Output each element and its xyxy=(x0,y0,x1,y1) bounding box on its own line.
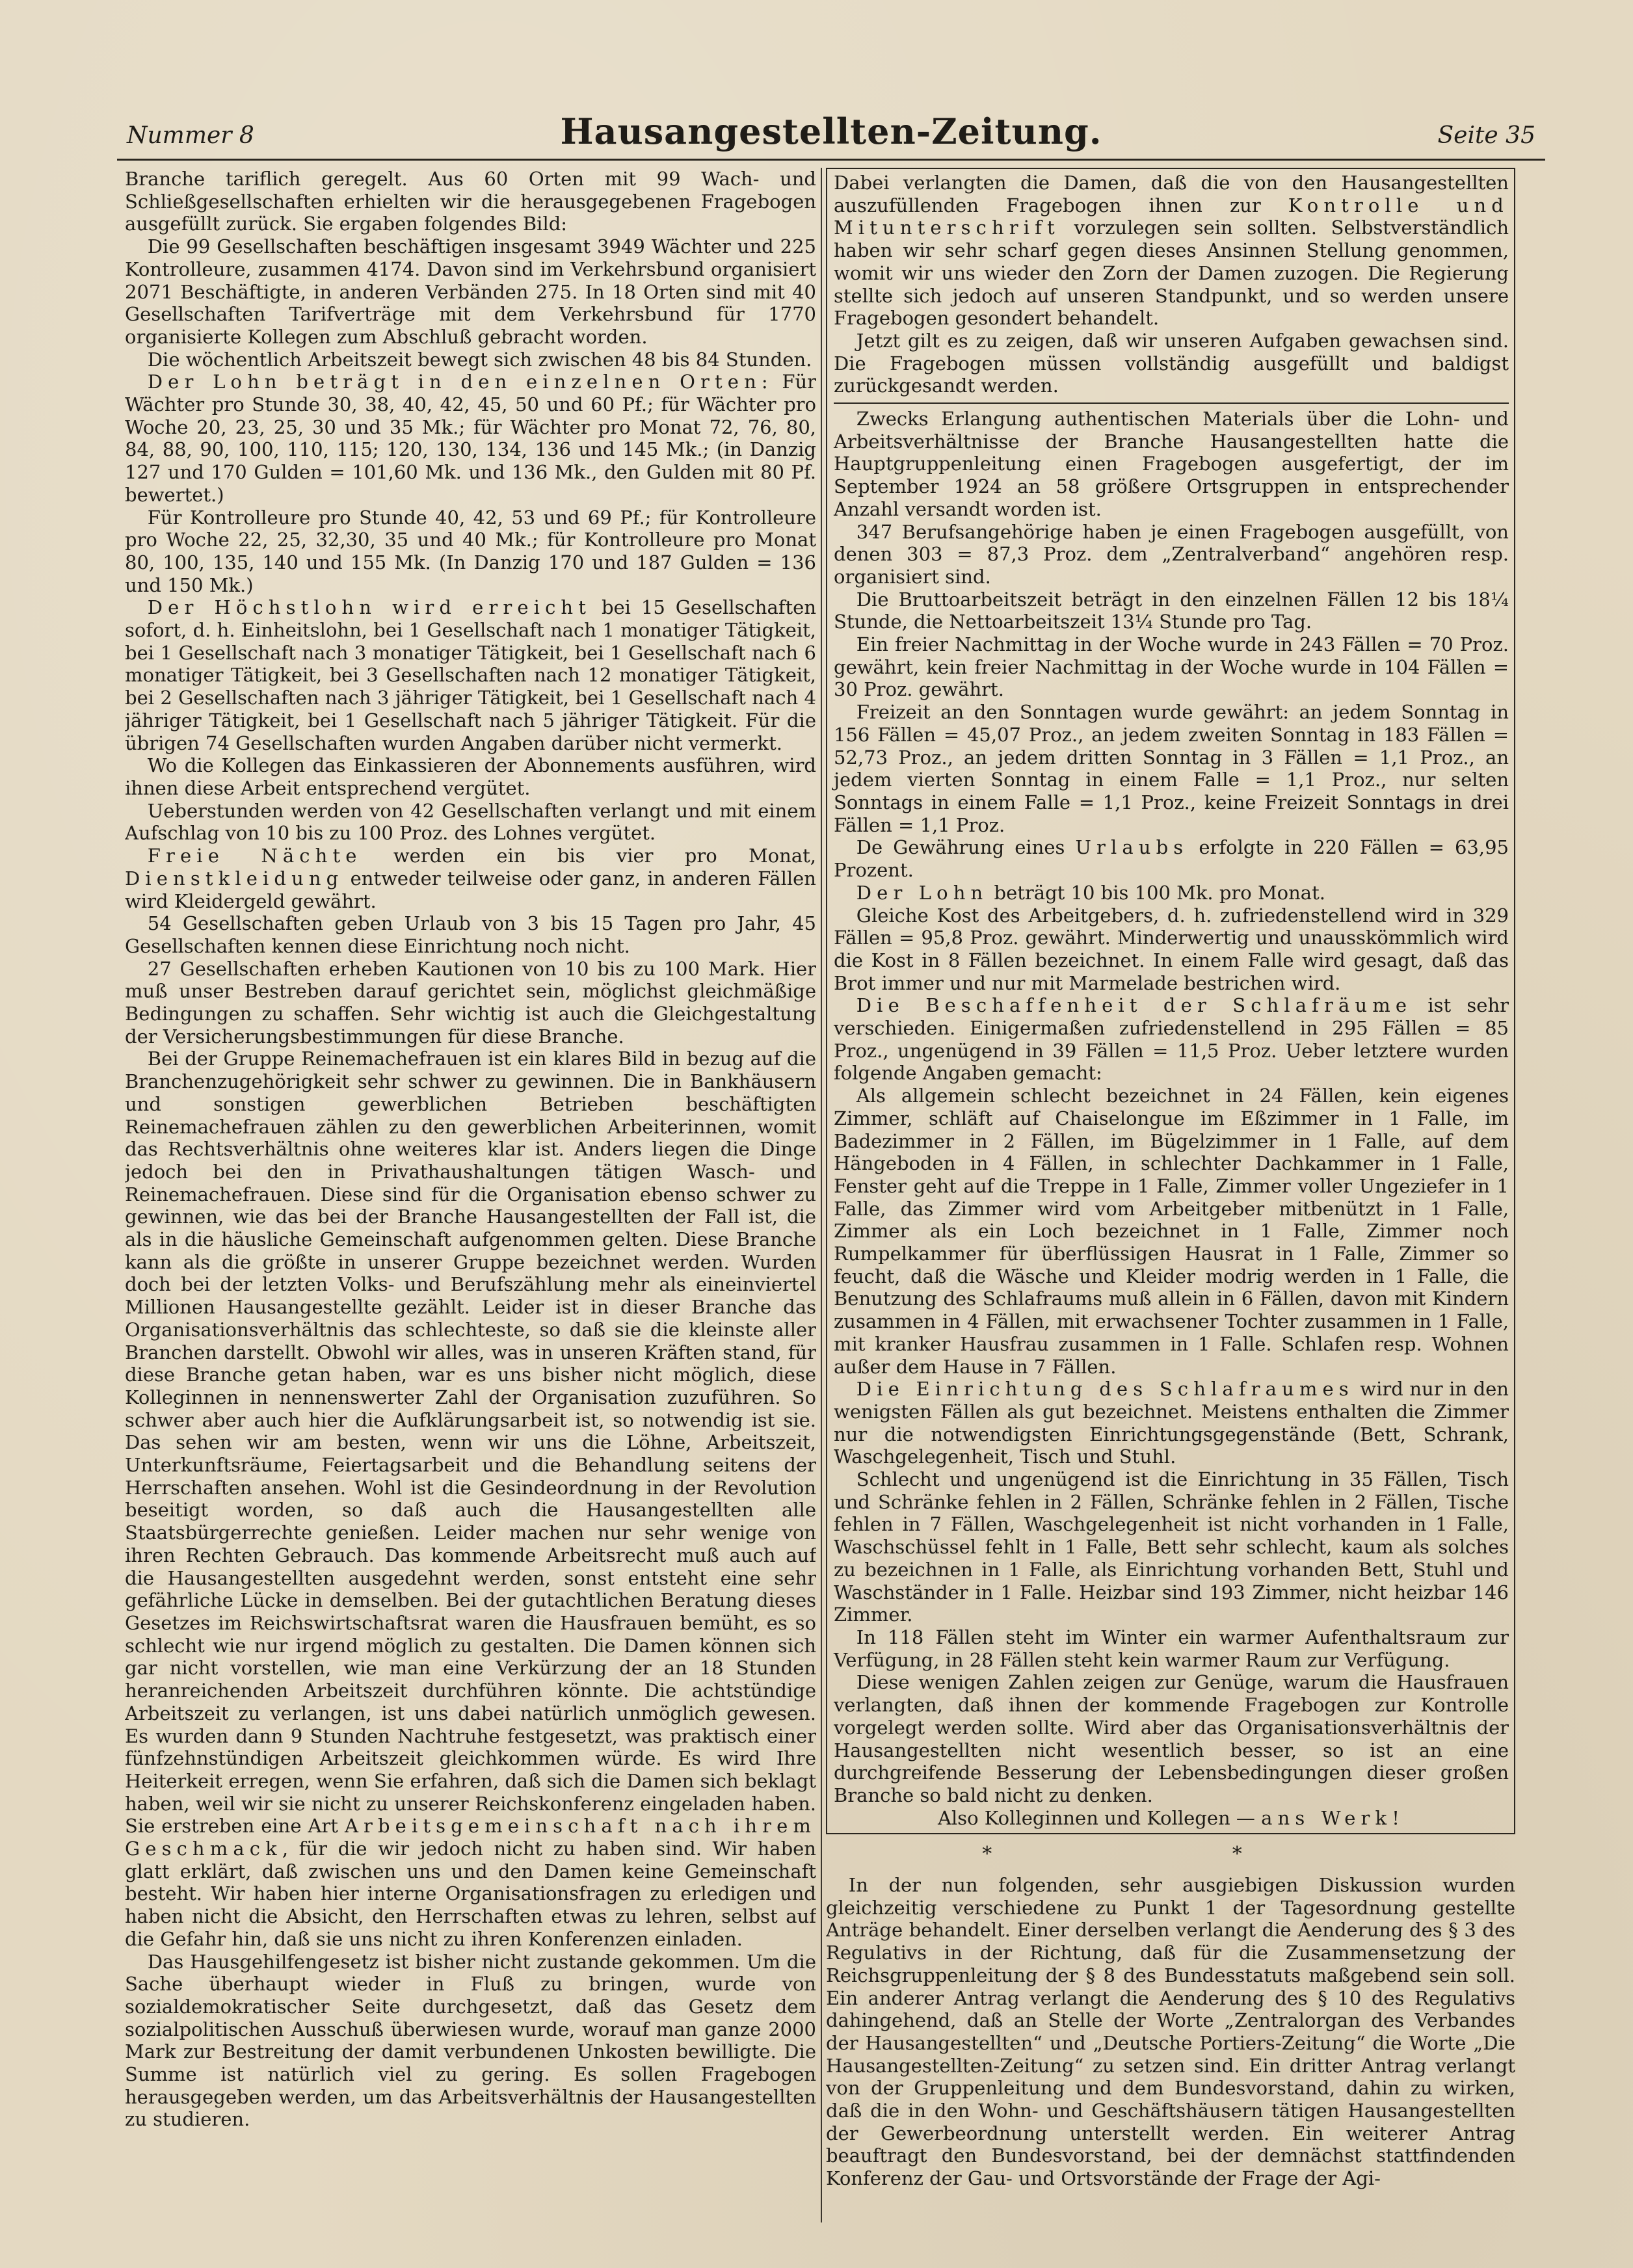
paragraph: 347 Berufsangehörige haben je einen Fragebogen ausgefüllt, von denen 303 = 87,3 Proz. dem „Zentralverband“ angehören resp. organisiert sind. xyxy=(834,520,1509,588)
inner-rule xyxy=(834,402,1509,404)
boxed-report xyxy=(826,168,1515,1834)
paragraph: Für Kontrolleure pro Stunde 40, 42, 53 und 69 Pf.; für Kontrolleure pro Woche 22, 25, 32,30, 35 und 40 Mk.; für Kontrolleure pro Monat 80, 100, 135, 140 und 155 Mk. (In Danzig 170 und 187 Gulden = 136 und 150 Mk.) xyxy=(125,506,816,596)
paragraph: Freizeit an den Sonntagen wurde gewährt: an jedem Sonntag in 156 Fällen = 45,07 Proz., an jedem zweiten Sonntag in 183 Fällen = 52,73 Proz., an jedem dritten Sonntag in 3 Fällen = 1,1 Proz., an jedem vierten Sonntag in einem Falle = 1,1 Proz., nur selten Sonntags in einem Falle = 1,1 Proz., keine Freizeit Sonntags in drei Fällen = 1,1 Proz. xyxy=(834,701,1509,836)
paragraph: Der Lohn beträgt in den einzelnen Orten: Für Wächter pro Stunde 30, 38, 40, 42, 45, 50 und 60 Pf.; für Wächter pro Woche 20, 23, 25, 30 und 35 Mk.; für Wächter pro Monat 72, 76, 80, 84, 88, 90, 100, 110, 115; 120, 130, 134, 136 und 145 Mk.; (in Danzig 127 und 170 Gulden = 101,60 Mk. und 136 Mk., den Gulden mit 80 Pf. bewertet.) xyxy=(125,371,816,506)
paragraph: De Gewährung eines Urlaubs erfolgte in 220 Fällen = 63,95 Prozent. xyxy=(834,836,1509,882)
paragraph: Diese wenigen Zahlen zeigen zur Genüge, warum die Hausfrauen verlangten, daß ihnen der kommende Fragebogen zur Kontrolle vorgelegt werden sollte. Wird aber das Organisationsverhältnis der Hausangestellten nicht wesentlich besser, so ist an eine durchgreifende Besserung der Lebensbedingungen dieser großen Branche so bald nicht zu denken. xyxy=(834,1671,1509,1806)
paragraph: Wo die Kollegen das Einkassieren der Abonnements ausführen, wird ihnen diese Arbeit entsprechend vergütet. xyxy=(125,754,816,799)
newspaper-title: Hausangestellten-Zeitung. xyxy=(560,111,1102,152)
paragraph: Der Höchstlohn wird erreicht bei 15 Gesellschaften sofort, d. h. Einheitslohn, bei 1 Gesellschaft nach 1 monatiger Tätigkeit, bei 1 Gesellschaft nach 3 monatiger Tätigkeit, bei 1 Gesellschaft nach 6 monatiger Tätigkeit, bei 3 Gesellschaften nach 12 monatiger Tätigkeit, bei 2 Gesellschaften nach 3 jähriger Tätigkeit, bei 1 Gesellschaft nach 4 jähriger Tätigkeit, bei 1 Gesellschaft nach 5 jähriger Tätigkeit. Für die übrigen 74 Gesellschaften wurden Angaben darüber nicht vermerkt. xyxy=(125,596,816,754)
paragraph: Die Bruttoarbeitszeit beträgt in den einzelnen Fällen 12 bis 18¼ Stunde, die Nettoarbeitszeit 13¼ Stunde pro Tag. xyxy=(834,588,1509,633)
paragraph: Das Hausgehilfengesetz ist bisher nicht zustande gekommen. Um die Sache überhaupt wieder in Fluß zu bringen, wurde von sozialdemokratischer Seite durchgesetzt, daß das Gesetz dem sozialpolitischen Ausschuß überwiesen wurde, worauf man ganze 2000 Mark zur Bestreitung der damit verbundenen Unkosten bewilligte. Die Summe ist natürlich viel zu gering. Es sollen Fragebogen herausgegeben werden, um das Arbeitsverhältnis der Hausangestellten zu studieren. xyxy=(125,1950,816,2131)
paragraph: Bei der Gruppe Reinemachefrauen ist ein klares Bild in bezug auf die Branchenzugehörigkeit sehr schwer zu gewinnen. Die in Bankhäusern und sonstigen gewerblichen Betrieben beschäftigten Reinemachefrauen zählen zu den gewerblichen Arbeiterinnen, womit das Rechtsverhältnis ohne weiteres klar ist. Anders liegen die Dinge jedoch bei den in Privathaushaltungen tätigen Wasch- und Reinemachefrauen. Diese sind für die Organisation ebenso schwer zu gewinnen, wie das bei der Branche Hausangestellten der Fall ist, die als in die häusliche Gemeinschaft aufgenommen gelten. Diese Branche kann als die größte in unserer Gruppe bezeichnet werden. Wurden doch bei der letzten Volks- und Berufszählung mehr als eineinviertel Millionen Hausangestellte gezählt. Leider ist in dieser Branche das Organisationsverhältnis das schlechteste, so daß sie die kleinste aller Branchen darstellt. Obwohl wir alles, was in unseren Kräften stand, für diese Branche getan haben, war es uns bisher nicht möglich, diese Kolleginnen in nennenswerter Zahl der Organisation zuzuführen. So schwer aber auch hier die Aufklärungsarbeit ist, so notwendig ist sie. Das sehen wir am besten, wenn wir uns die Löhne, Arbeitszeit, Unterkunftsräume, Feiertagsarbeit und die Behandlung seitens der Herrschaften ansehen. Wohl ist die Gesindeordnung in der Revolution beseitigt worden, so daß auch die Hausangestellten alle Staatsbürgerrechte genießen. Leider machen nur sehr wenige von ihren Rechten Gebrauch. Das kommende Arbeitsrecht muß auch auf die Hausangestellten ausgedehnt werden, sonst entsteht eine sehr gefährliche Lücke in demselben. Bei der gutachtlichen Beratung dieses Gesetzes im Reichswirtschaftsrat waren die Hausfrauen bemüht, es so schlecht wie nur irgend möglich zu gestalten. Die Damen können sich gar nicht vorstellen, wie man eine Verkürzung der an 18 Stunden heranreichenden Arbeitszeit durchführen könnte. Die achtstündige Arbeitszeit zu verlangen, ist uns dabei natürlich unmöglich gewesen. Es wurden dann 9 Stunden Nachtruhe festgesetzt, was praktisch einer fünfzehnstündigen Arbeitszeit gleichkommen würde. Es wird Ihre Heiterkeit erregen, wenn Sie erfahren, daß sich die Damen sich beklagt haben, weil wir sie nicht zu unserer Reichskonferenz eingeladen haben. Sie erstreben eine Art Arbeitsgemeinschaft nach ihrem Geschmack, für die wir jedoch nicht zu haben sind. Wir haben glatt erklärt, daß zwischen uns und den Damen keine Gemeinschaft besteht. Wir haben hier interne Organisationsfragen zu erledigen und haben nicht die Absicht, den Herrschaften etwas zu lehren, selbst auf die Gefahr hin, daß sie uns nicht zu ihren Konferenzen einladen. xyxy=(125,1048,816,1950)
spaced-lead: Freie Nächte xyxy=(147,845,362,867)
spaced-lead: Kontrolle und Mitunterschrift xyxy=(834,194,1509,239)
spaced-lead: Arbeitsgemeinschaft nach ihrem Geschmack xyxy=(125,1815,816,1860)
paragraph: Gleiche Kost des Arbeitgebers, d. h. zufriedenstellend wird in 329 Fällen = 95,8 Proz. gewährt. Minderwertig und unausskömmlich wird die Kost in 8 Fällen bezeichnet. In einem Falle wird gesagt, daß das Brot immer und nur mit Marmelade bestrichen wird. xyxy=(834,904,1509,994)
spaced-lead: Urlaubs xyxy=(1075,836,1189,859)
paragraph: Die wöchentlich Arbeitszeit bewegt sich zwischen 48 bis 84 Stunden. xyxy=(147,348,812,371)
paragraph: 54 Gesellschaften geben Urlaub von 3 bis 15 Tagen pro Jahr, 45 Gesellschaften kennen diese Einrichtung noch nicht. xyxy=(125,912,816,957)
paragraph: Ueberstunden werden von 42 Gesellschaften verlangt und mit einem Aufschlag von 10 bis zu 100 Proz. des Lohnes vergütet. xyxy=(125,799,816,845)
spaced-lead: Die Einrichtung des Schlafraumes xyxy=(856,1378,1354,1401)
issue-number: Nummer 8 xyxy=(127,122,254,149)
paragraph: Die 99 Gesellschaften beschäftigen insgesamt 3949 Wächter und 225 Kontrolleure, zusammen 4174. Davon sind im Verkehrsbund organisiert 2071 Beschäftigte, in anderen Verbänden 275. In 18 Orten sind mit 40 Gesellschaften Tarifverträge mit dem Verkehrsbund für 1770 organisierte Kollegen zum Abschluß gebracht worden. xyxy=(125,235,816,348)
left-column xyxy=(125,168,816,2226)
spaced-lead: ans Werk! xyxy=(1261,1806,1405,1829)
paragraph: Jetzt gilt es zu zeigen, daß wir unseren Aufgaben gewachsen sind. Die Fragebogen müssen vollständig ausgefüllt und baldigst zurückgesandt werden. xyxy=(834,329,1509,397)
paragraph: 27 Gesellschaften erheben Kautionen von 10 bis zu 100 Mark. Hier muß unser Bestreben darauf gerichtet sein, möglichst gleichmäßige Bedingungen zu schaffen. Sehr wichtig ist auch die Gleichgestaltung der Versicherungsbestimmungen für diese Branche. xyxy=(125,957,816,1048)
header-rule xyxy=(117,159,1545,161)
closing-line: Also Kolleginnen und Kollegen — ans Werk! xyxy=(938,1806,1405,1829)
paragraph: Dabei verlangten die Damen, daß die von den Hausangestellten auszufüllenden Fragebogen ihnen zur Kontrolle und Mitunterschrift vorzulegen sein sollten. Selbstverständlich haben wir sehr scharf gegen dieses Ansinnen Stellung genommen, womit wir uns wieder den Zorn der Damen zuzogen. Die Regierung stellte sich jedoch auf unseren Standpunkt, und so werden unsere Fragebogen gesondert behandelt. xyxy=(834,172,1509,330)
paragraph: Als allgemein schlecht bezeichnet in 24 Fällen, kein eigenes Zimmer, schläft auf Chaiselongue im Eßzimmer in 1 Falle, im Badezimmer in 2 Fällen, im Bügelzimmer in 1 Falle, auf dem Hängeboden in 4 Fällen, in schlechter Dachkammer in 1 Falle, Fenster geht auf die Treppe in 1 Falle, Zimmer voller Ungeziefer in 1 Falle, das Zimmer wird vom Arbeitgeber mitbenützt in 1 Falle, Zimmer als ein Loch bezeichnet in 1 Falle, Zimmer noch Rumpelkammer für überflüssigen Hausrat in 1 Falle, Zimmer so feucht, daß die Wäsche und Kleider modrig werden in 1 Falle, die Benutzung des Schlafraums muß allein in 6 Fällen, davon mit Kindern zusammen in 4 Fällen, mit erwachsener Tochter zusammen in 1 Falle, mit kranker Hausfrau zusammen in 1 Falle. Schlafen resp. Wohnen außer dem Hause in 7 Fällen. xyxy=(834,1085,1509,1378)
paragraph: Branche tariflich geregelt. Aus 60 Orten mit 99 Wach- und Schließgesellschaften erhielten wir die herausgegebenen Fragebogen ausgefüllt zurück. Sie ergaben folgendes Bild: xyxy=(125,168,816,235)
spaced-lead: Der Lohn beträgt in den einzelnen Orten: xyxy=(147,371,773,393)
paragraph: Die Beschaffenheit der Schlafräume ist sehr verschieden. Einigermaßen zufriedenstellend in 295 Fällen = 85 Proz., ungenügend in 39 Fällen = 11,5 Proz. Ueber letztere wurden folgende Angaben gemacht: xyxy=(834,994,1509,1085)
right-column xyxy=(826,168,1515,2226)
paragraph: In 118 Fällen steht im Winter ein warmer Aufenthaltsraum zur Verfügung, in 28 Fällen steht kein warmer Raum zur Verfügung. xyxy=(834,1626,1509,1671)
paragraph: Freie Nächte werden ein bis vier pro Monat, Dienstkleidung entweder teilweise oder ganz, in anderen Fällen wird Kleidergeld gewährt. xyxy=(125,845,816,912)
spaced-lead: Der Höchstlohn wird erreicht xyxy=(147,596,591,619)
spaced-lead: Dienstkleidung xyxy=(125,867,344,890)
paragraph: Der Lohn beträgt 10 bis 100 Mk. pro Monat. xyxy=(856,881,1325,904)
paragraph: Ein freier Nachmittag in der Woche wurde in 243 Fällen = 70 Proz. gewährt, kein freier Nachmittag in der Woche wurde in 104 Fällen = 30 Proz. gewährt. xyxy=(834,633,1509,701)
paragraph: In der nun folgenden, sehr ausgiebigen Diskussion wurden gleichzeitig verschiedene zu Punkt 1 der Tagesordnung gestellte Anträge behandelt. Einer derselben verlangt die Aenderung des § 3 des Regulativs in der Richtung, daß für die Zusammensetzung der Reichsgruppenleitung der § 8 des Bundesstatuts maßgebend sein soll. Ein anderer Antrag verlangt die Aenderung des § 10 des Regulativs dahingehend, daß an Stelle der Worte „Zentralorgan des Verbandes der Hausangestellten“ und „Deutsche Portiers-Zeitung“ die Worte „Die Hausangestellten-Zeitung“ zu setzen sind. Ein dritter Antrag verlangt von der Gruppenleitung und dem Bundesvorstand, dahin zu wirken, daß die in den Wohn- und Geschäftshäusern tätigen Hausangestellten der Gewerbeordnung unterstellt werden. Ein weiterer Antrag beauftragt den Bundesvorstand, bei der demnächst stattfindenden Konferenz der Gau- und Ortsvorstände der Frage der Agi- xyxy=(826,1874,1515,2190)
page-number: Seite 35 xyxy=(1437,122,1535,149)
masthead xyxy=(127,111,1535,156)
section-stars: * * xyxy=(982,1843,1359,1866)
paragraph: Die Einrichtung des Schlafraumes wird nur in den wenigsten Fällen als gut bezeichnet. Meistens enthalten die Zimmer nur die notwendigsten Einrichtungsgegenstände (Bett, Schrank, Waschgelegenheit, Tisch und Stuhl. xyxy=(834,1378,1509,1468)
column-divider xyxy=(821,168,822,2222)
spaced-lead: Die Beschaffenheit der Schlafräume xyxy=(856,994,1413,1017)
spaced-lead: Der Lohn xyxy=(856,881,989,904)
paragraph: Zwecks Erlangung authentischen Materials über die Lohn- und Arbeitsverhältnisse der Branche Hausangestellten hatte die Hauptgruppenleitung einen Fragebogen ausgefertigt, der im September 1924 an 58 größere Ortsgruppen in entsprechender Anzahl versandt worden ist. xyxy=(834,408,1509,520)
paragraph: Schlecht und ungenügend ist die Einrichtung in 35 Fällen, Tisch und Schränke fehlen in 2 Fällen, Schränke fehlen in 2 Fällen, Tische fehlen in 7 Fällen, Waschgelegenheit ist nicht vorhanden in 1 Falle, Waschschüssel fehlt in 1 Falle, Bett sehr schlecht, kaum als solches zu bezeichnen in 1 Falle, als Einrichtung vorhanden Bett, Stuhl und Waschständer in 1 Falle. Heizbar sind 193 Zimmer, nicht heizbar 146 Zimmer. xyxy=(834,1468,1509,1626)
